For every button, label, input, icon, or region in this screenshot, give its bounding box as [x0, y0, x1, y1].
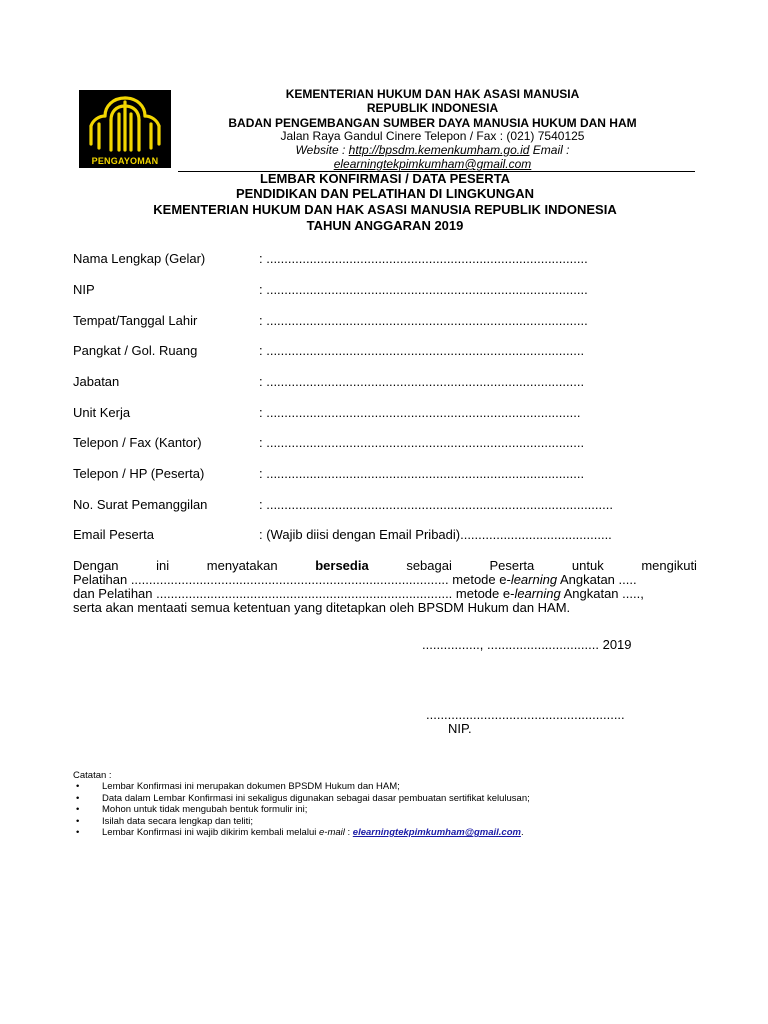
field-nama	[73, 251, 588, 267]
banyan-tree-icon	[83, 92, 167, 154]
notes-section	[73, 770, 693, 838]
notes-email-link[interactable]: elearningtekpimkumham@gmail.com	[352, 827, 521, 839]
statement-word: sebagai	[406, 558, 452, 573]
field-label: Jabatan	[73, 374, 120, 389]
statement-word: menyatakan	[206, 558, 278, 573]
notes-heading: Catatan :	[73, 770, 112, 781]
field-value: : ........................................................................................	[259, 374, 585, 389]
notes-list	[73, 781, 693, 838]
email-line	[195, 157, 670, 171]
statement-line-2: Pelatihan ........................................................................................ metode e-learning Angkatan .....	[73, 572, 637, 587]
field-telepon-kantor	[73, 435, 585, 451]
statement-word: ini	[156, 558, 170, 573]
field-label: No. Surat Pemanggilan	[73, 497, 208, 512]
agency-name: BADAN PENGEMBANGAN SUMBER DAYA MANUSIA HUKUM DAN HAM	[228, 116, 637, 130]
field-value: : ................................................................................................	[259, 497, 613, 512]
note-item: • Lembar Konfirmasi ini merupakan dokumen BPSDM Hukum dan HAM;	[73, 781, 693, 792]
statement-keyword: bersedia	[315, 558, 369, 573]
statement-paragraph	[73, 559, 697, 615]
website-label: Website :	[295, 143, 349, 157]
field-unit-kerja	[73, 405, 581, 421]
ministry-name: KEMENTERIAN HUKUM DAN HAK ASASI MANUSIA	[285, 87, 580, 101]
field-value: : .........................................................................................	[259, 313, 588, 328]
signature-name-line: .......................................................	[426, 707, 625, 722]
statement-word: Dengan	[73, 558, 119, 573]
field-pangkat	[73, 343, 585, 359]
statement-word: Peserta	[489, 558, 535, 573]
field-label: Pangkat / Gol. Ruang	[73, 343, 198, 358]
signature-nip: NIP.	[448, 721, 472, 736]
field-nip	[73, 282, 588, 298]
field-label: Email Peserta	[73, 527, 154, 542]
field-email-peserta	[73, 527, 612, 543]
field-value: : ........................................................................................	[259, 343, 585, 358]
field-value: : .........................................................................................	[259, 282, 588, 297]
field-label: Telepon / HP (Peserta)	[73, 466, 205, 481]
field-label: Telepon / Fax (Kantor)	[73, 435, 202, 450]
statement-word: mengikuti	[641, 558, 697, 573]
statement-line-3: dan Pelatihan .................................................................................. metode e-learning Angkatan .....,	[73, 586, 644, 601]
field-value: : .........................................................................................	[259, 251, 588, 266]
field-telepon-hp	[73, 466, 585, 482]
website-link[interactable]: http://bpsdm.kemenkumham.go.id	[348, 143, 530, 157]
statement-line-4: serta akan mentaati semua ketentuan yang ditetapkan oleh BPSDM Hukum dan HAM.	[73, 600, 571, 615]
statement-word: untuk	[571, 558, 604, 573]
field-label: NIP	[73, 282, 95, 297]
title-line-3: KEMENTERIAN HUKUM DAN HAK ASASI MANUSIA REPUBLIK INDONESIA	[153, 202, 617, 217]
field-jabatan	[73, 374, 585, 390]
place-date: ................, ............................... 2019	[422, 637, 632, 652]
field-label: Tempat/Tanggal Lahir	[73, 313, 198, 328]
title-line-4: TAHUN ANGGARAN 2019	[306, 218, 464, 233]
note-item: • Mohon untuk tidak mengubah bentuk formulir ini;	[73, 804, 693, 815]
field-value: : ........................................................................................	[259, 435, 585, 450]
field-value: : .......................................................................................	[259, 405, 581, 420]
country-name: REPUBLIK INDONESIA	[366, 101, 499, 115]
header-email-link[interactable]: elearningtekpimkumham@gmail.com	[333, 157, 532, 171]
email-label: Email :	[529, 143, 570, 157]
note-item: • Lembar Konfirmasi ini wajib dikirim kembali melalui e-mail : elearningtekpimkumham@gmail.com.	[73, 827, 693, 838]
note-item: • Data dalam Lembar Konfirmasi ini sekaligus digunakan sebagai dasar pembuatan sertifikat kelulusan;	[73, 793, 693, 804]
pengayoman-logo	[79, 90, 171, 168]
field-label: Nama Lengkap (Gelar)	[73, 251, 206, 266]
address: Jalan Raya Gandul Cinere Telepon / Fax : (021) 7540125	[280, 129, 585, 143]
field-label: Unit Kerja	[73, 405, 131, 420]
field-tempat-tanggal-lahir	[73, 313, 588, 329]
title-line-1: LEMBAR KONFIRMASI / DATA PESERTA	[259, 171, 511, 186]
statement-line-1	[73, 559, 697, 573]
website-line	[195, 143, 670, 157]
note-item: • Isilah data secara lengkap dan teliti;	[73, 816, 693, 827]
field-value: : (Wajib diisi dengan Email Pribadi)..........................................	[259, 527, 612, 542]
field-value: : ........................................................................................	[259, 466, 585, 481]
field-surat-pemanggilan	[73, 497, 613, 513]
title-line-2: PENDIDIKAN DAN PELATIHAN DI LINGKUNGAN	[235, 186, 535, 201]
logo-label: PENGAYOMAN	[91, 156, 159, 166]
